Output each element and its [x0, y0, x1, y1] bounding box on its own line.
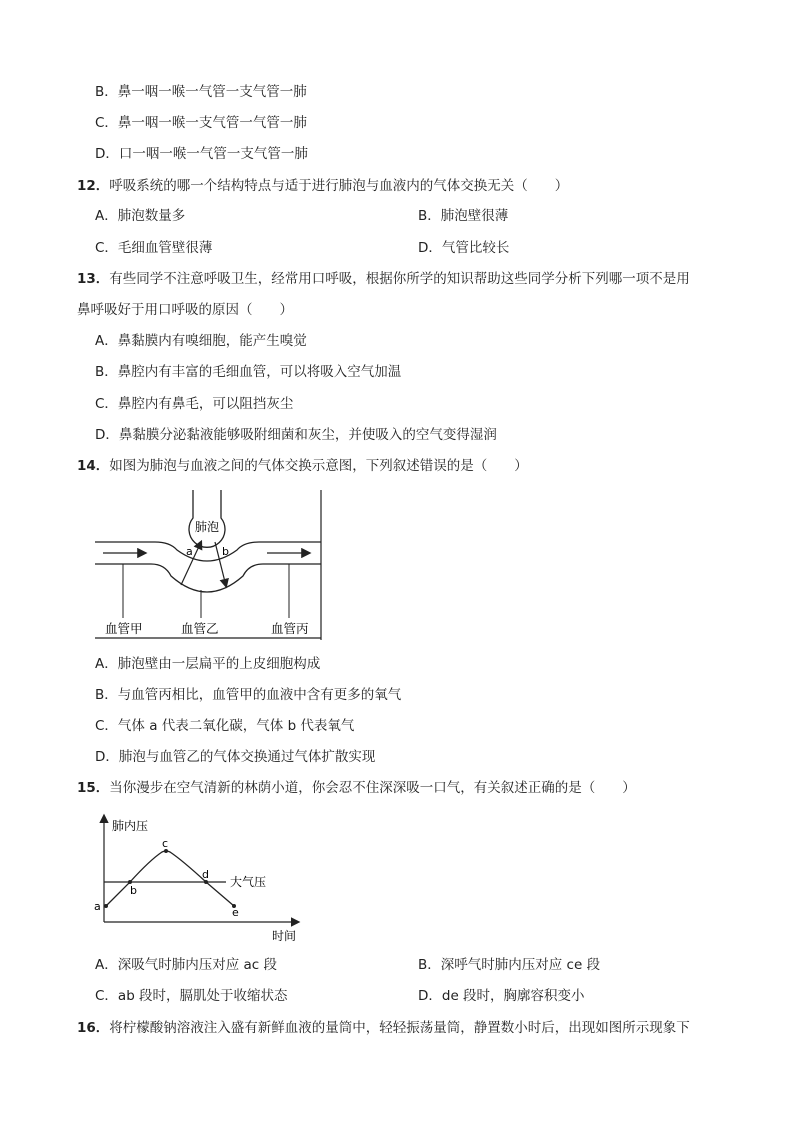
option-b: B．鼻一咽一喉一气管一支气管一肺	[95, 84, 307, 100]
pressure-curve	[106, 851, 234, 906]
question-12-stem	[77, 177, 568, 195]
lung-pressure-graph	[88, 810, 308, 945]
gas-b-label: b	[222, 545, 229, 558]
question-text: 有些同学不注意呼吸卫生，经常用口呼吸，根据你所学的知识帮助这些同学分析下列哪一项不是用	[109, 271, 690, 287]
vessel-bing-label: 血管丙	[271, 621, 309, 636]
question-text: 呼吸系统的哪一个结构特点与适于进行肺泡与血液内的气体交换无关（ ）	[109, 178, 569, 194]
alveolus-gas-exchange-diagram	[95, 490, 325, 640]
q12-option-a: A．肺泡数量多	[95, 208, 186, 224]
q14-option-a: A．肺泡壁由一层扁平的上皮细胞构成	[95, 656, 321, 672]
q12-option-d: D．气管比较长	[418, 240, 510, 256]
option-d: D．口一咽一喉一气管一支气管一肺	[95, 146, 308, 162]
q15-option-c: C．ab 段时，膈肌处于收缩状态	[95, 988, 288, 1004]
q13-option-c: C．鼻腔内有鼻毛，可以阻挡灰尘	[95, 396, 294, 412]
question-number: 16．	[77, 1020, 110, 1036]
question-text: 当你漫步在空气清新的林荫小道，你会忍不住深深吸一口气，有关叙述正确的是（ ）	[109, 780, 636, 796]
q13-option-a: A．鼻黏膜内有嗅细胞，能产生嗅觉	[95, 333, 307, 349]
question-text: 将柠檬酸钠溶液注入盛有新鲜血液的量筒中，轻轻振荡量筒，静置数小时后，出现如图所示现象下	[109, 1020, 690, 1036]
vessel-bottom-wall	[95, 564, 321, 592]
question-number: 12．	[77, 178, 110, 194]
x-axis-label: 时间	[272, 929, 297, 943]
question-13-stem-cont: 鼻呼吸好于用口呼吸的原因（ ）	[77, 302, 293, 318]
question-number: 14．	[77, 458, 110, 474]
q15-option-a: A．深吸气时肺内压对应 ac 段	[95, 957, 278, 973]
q14-option-d: D．肺泡与血管乙的气体交换通过气体扩散实现	[95, 749, 376, 765]
q14-option-c: C．气体 a 代表二氧化碳，气体 b 代表氧气	[95, 718, 355, 734]
question-number: 13．	[77, 271, 110, 287]
vessel-top-wall	[95, 542, 321, 561]
gas-a-label: a	[186, 545, 193, 558]
point-c-label: c	[162, 837, 169, 850]
question-15-stem	[77, 779, 636, 797]
point-b-label: b	[130, 884, 137, 897]
q15-option-b: B．深呼气时肺内压对应 ce 段	[418, 957, 601, 973]
vessel-yi-label: 血管乙	[181, 621, 219, 636]
point-a-label: a	[94, 900, 101, 913]
question-14-stem	[77, 457, 528, 475]
point-a	[104, 904, 108, 908]
point-e-label: e	[232, 906, 239, 919]
q12-option-b: B．肺泡壁很薄	[418, 208, 509, 224]
alveolus-shape	[189, 490, 225, 547]
point-d-label: d	[202, 868, 209, 881]
question-16-stem	[77, 1019, 690, 1037]
baseline-label: 大气压	[230, 875, 267, 889]
question-number: 15．	[77, 780, 110, 796]
option-c: C．鼻一咽一喉一支气管一气管一肺	[95, 115, 307, 131]
question-13-stem	[77, 270, 690, 288]
q13-option-b: B．鼻腔内有丰富的毛细血管，可以将吸入空气加温	[95, 364, 402, 380]
question-text: 如图为肺泡与血液之间的气体交换示意图，下列叙述错误的是（ ）	[109, 458, 528, 474]
alveolus-label: 肺泡	[194, 520, 220, 534]
q13-option-d: D．鼻黏膜分泌黏液能够吸附细菌和灰尘，并使吸入的空气变得湿润	[95, 427, 497, 443]
vessel-jia-label: 血管甲	[105, 621, 143, 636]
y-axis-label: 肺内压	[112, 819, 149, 833]
q14-option-b: B．与血管丙相比，血管甲的血液中含有更多的氧气	[95, 687, 402, 703]
q12-option-c: C．毛细血管壁很薄	[95, 240, 213, 256]
q15-option-d: D．de 段时，胸廓容积变小	[418, 988, 585, 1004]
